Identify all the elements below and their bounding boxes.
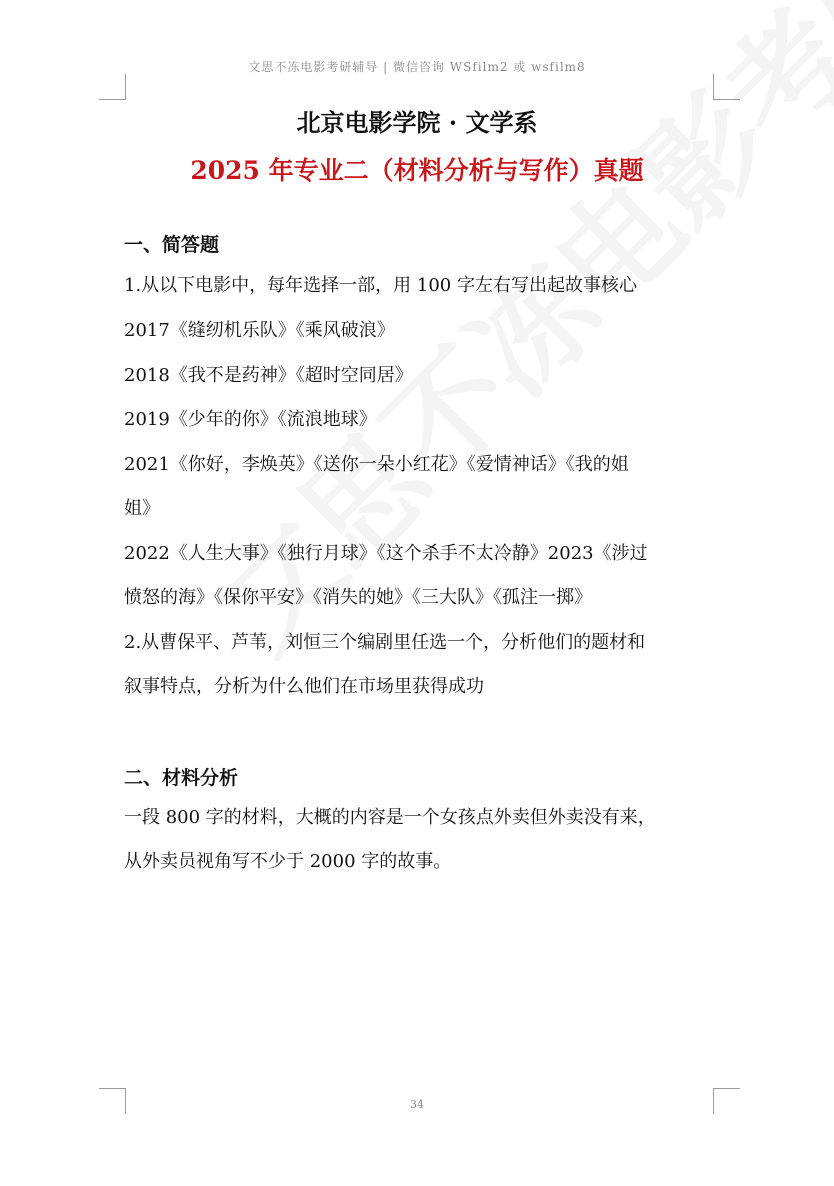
section-heading-material-analysis: 二、材料分析 — [124, 767, 239, 789]
question-line: 2017《缝纫机乐队》《乘风破浪》 — [124, 320, 395, 341]
crop-mark-top-right-h — [714, 99, 740, 100]
question-line: 愤怒的海》《保你平安》《消失的她》《三大队》《孤注一掷》 — [124, 587, 592, 608]
question-line: 2021《你好，李焕英》《送你一朵小红花》《爱情神话》《我的姐 — [124, 454, 629, 475]
crop-mark-bottom-left-h — [99, 1088, 125, 1089]
question-line: 姐》 — [124, 498, 160, 519]
crop-mark-top-right-v — [713, 74, 714, 100]
crop-mark-top-left-h — [99, 99, 125, 100]
material-line: 一段 800 字的材料，大概的内容是一个女孩点外卖但外卖没有来， — [124, 807, 656, 828]
material-line: 从外卖员视角写不少于 2000 字的故事。 — [124, 851, 452, 872]
section-heading-short-answer: 一、简答题 — [124, 234, 220, 256]
question-line: 叙事特点，分析为什么他们在市场里获得成功 — [124, 676, 484, 697]
question-line: 1.从以下电影中，每年选择一部，用 100 字左右写出起故事核心 — [124, 275, 637, 296]
question-line: 2018《我不是药神》《超时空同居》 — [124, 365, 413, 386]
crop-mark-bottom-right-h — [714, 1088, 740, 1089]
document-subtitle: 2025 年专业二（材料分析与写作）真题 — [190, 156, 644, 185]
document-title: 北京电影学院 · 文学系 — [296, 108, 538, 137]
header-note: 文思不冻电影考研辅导 | 微信咨询 WSfilm2 或 wsfilm8 — [248, 60, 586, 74]
question-line: 2022《人生大事》《独行月球》《这个杀手不太冷静》2023《涉过 — [124, 543, 648, 564]
question-line: 2019《少年的你》《流浪地球》 — [124, 409, 377, 430]
crop-mark-top-left-v — [125, 74, 126, 100]
question-line: 2.从曹保平、芦苇，刘恒三个编剧里任选一个，分析他们的题材和 — [124, 632, 646, 653]
page-number: 34 — [410, 1098, 424, 1111]
